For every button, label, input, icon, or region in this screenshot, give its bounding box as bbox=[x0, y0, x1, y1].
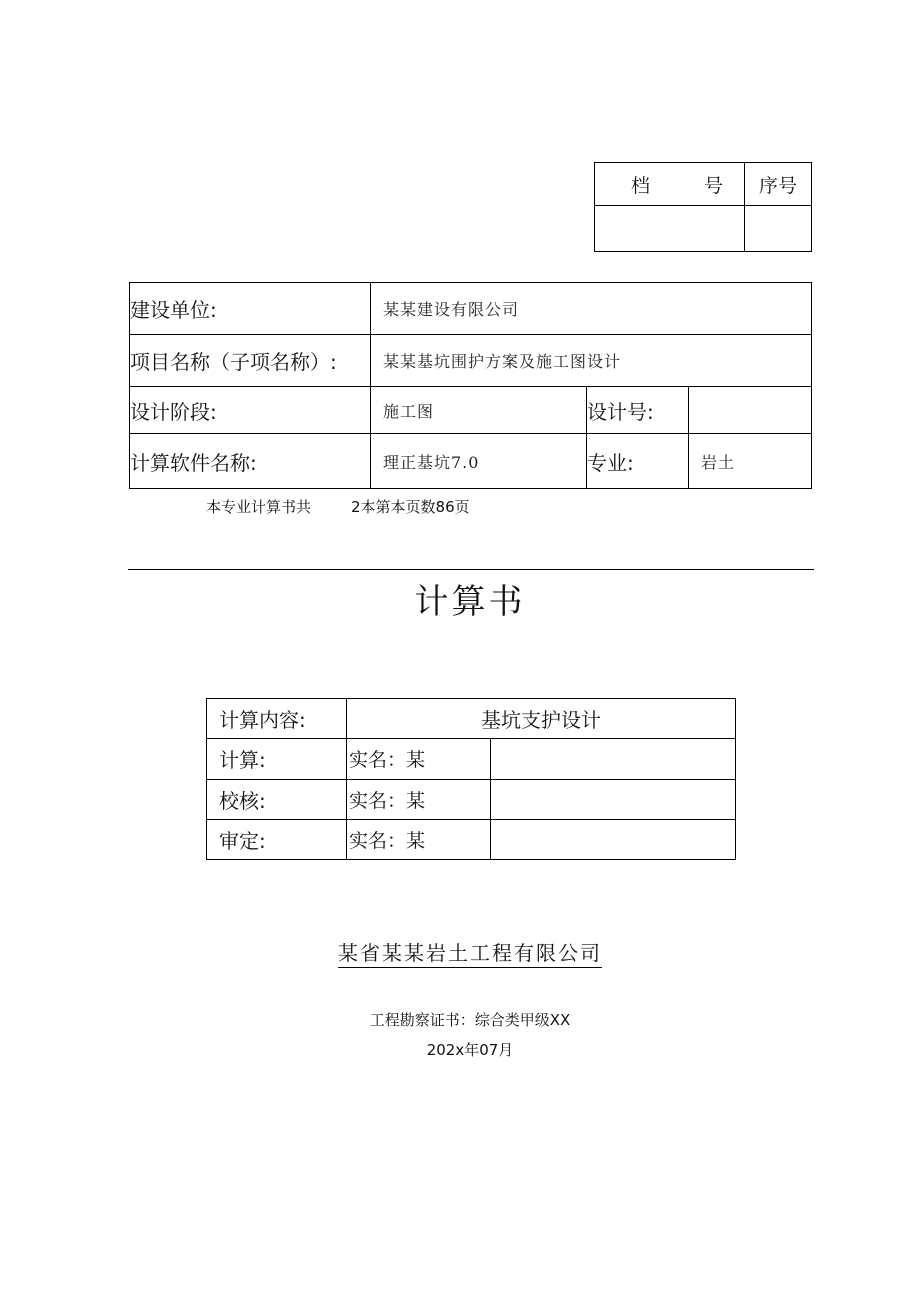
signature-row bbox=[207, 779, 736, 819]
document-date: 202x年07月 bbox=[426, 1041, 514, 1059]
discipline-value: 岩土 bbox=[689, 434, 812, 489]
company-name bbox=[0, 937, 920, 966]
project-name-value: 某某基坑围护方案及施工图设计 bbox=[371, 335, 812, 387]
builder-label: 建设单位: bbox=[130, 283, 371, 335]
page-count-suffix: 2本第本页数86页 bbox=[351, 498, 470, 516]
checker-label: 校核: bbox=[207, 779, 347, 819]
software-value: 理正基坑7.0 bbox=[371, 434, 587, 489]
project-name-label: 项目名称（子项名称）: bbox=[130, 335, 371, 387]
signature-table bbox=[206, 698, 736, 860]
checker-signature bbox=[491, 779, 736, 819]
signature-row bbox=[207, 819, 736, 859]
design-no-value bbox=[689, 387, 812, 434]
discipline-label: 专业: bbox=[587, 434, 689, 489]
calculator-name: 实名：某 bbox=[347, 739, 491, 779]
title-divider bbox=[128, 569, 814, 570]
calculator-signature bbox=[491, 739, 736, 779]
project-info-table bbox=[129, 282, 812, 489]
approver-name: 实名：某 bbox=[347, 819, 491, 859]
document-title: 计算书 bbox=[414, 582, 526, 622]
design-stage-label: 设计阶段: bbox=[130, 387, 371, 434]
page-count bbox=[206, 496, 470, 517]
design-stage-value: 施工图 bbox=[371, 387, 587, 434]
calc-content-label: 计算内容: bbox=[207, 699, 347, 739]
approver-label: 审定: bbox=[207, 819, 347, 859]
archive-no-value bbox=[595, 206, 745, 252]
archive-label-a: 档 bbox=[631, 174, 651, 197]
serial-header: 序号 bbox=[745, 163, 812, 206]
certificate-line: 工程勘察证书：综合类甲级XX bbox=[369, 1011, 571, 1029]
archive-table bbox=[594, 162, 812, 252]
builder-value: 某某建设有限公司 bbox=[371, 283, 812, 335]
archive-label-b: 号 bbox=[704, 174, 724, 197]
page-count-prefix: 本专业计算书共 bbox=[206, 498, 312, 516]
calculator-label: 计算: bbox=[207, 739, 347, 779]
approver-signature bbox=[491, 819, 736, 859]
serial-value bbox=[745, 206, 812, 252]
signature-row bbox=[207, 739, 736, 779]
company-name-text: 某省某某岩土工程有限公司 bbox=[338, 941, 602, 968]
calc-content-value: 基坑支护设计 bbox=[347, 699, 736, 739]
design-no-label: 设计号: bbox=[587, 387, 689, 434]
software-label: 计算软件名称: bbox=[130, 434, 371, 489]
archive-no-header bbox=[595, 163, 745, 206]
checker-name: 实名：某 bbox=[347, 779, 491, 819]
